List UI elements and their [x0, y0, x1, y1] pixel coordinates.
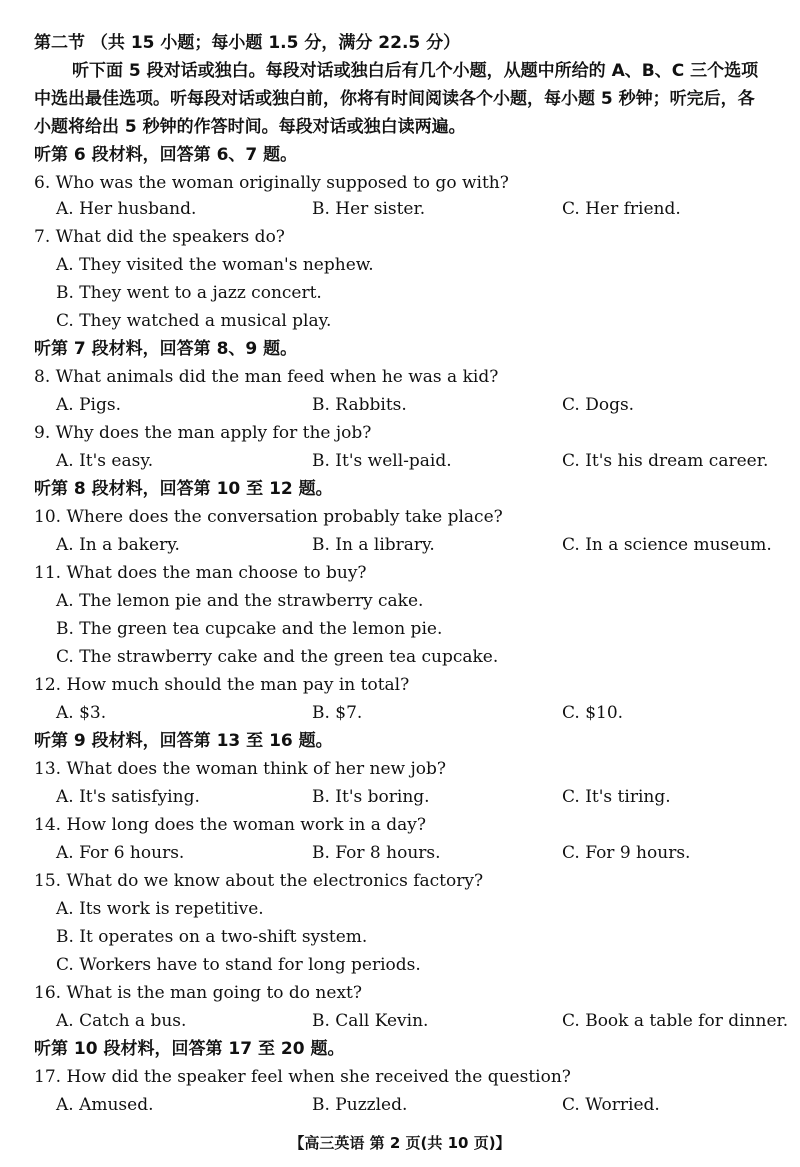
- question-stem: 6. Who was the woman originally supposed to go with?: [34, 173, 509, 193]
- question-stem: 14. How long does the woman work in a day?: [34, 815, 426, 835]
- option-b: B. In a library.: [312, 535, 435, 555]
- option-c: C. It's tiring.: [562, 787, 671, 807]
- option-b: B. Puzzled.: [312, 1095, 408, 1115]
- option-b: B. $7.: [312, 703, 363, 723]
- question-stem: 9. Why does the man apply for the job?: [34, 423, 372, 443]
- question-stem: 17. How did the speaker feel when she received the question?: [34, 1067, 571, 1087]
- group-heading: 听第 8 段材料，回答第 10 至 12 题。: [34, 479, 333, 499]
- option-a: A. It's easy.: [56, 451, 154, 471]
- option-c: C. $10.: [562, 703, 624, 723]
- option-a: A. Its work is repetitive.: [56, 899, 264, 919]
- option-a: A. Amused.: [56, 1095, 154, 1115]
- question-stem: 10. Where does the conversation probably take place?: [34, 507, 503, 527]
- intro-line-1: 听下面 5 段对话或独白。每段对话或独白后有几个小题，从题中所给的 A、B、C 三个选项: [72, 61, 759, 81]
- option-a: A. $3.: [56, 703, 107, 723]
- option-b: B. Rabbits.: [312, 395, 407, 415]
- option-c: C. Workers have to stand for long periods.: [56, 955, 421, 975]
- option-b: B. Her sister.: [312, 199, 426, 219]
- group-heading: 听第 9 段材料，回答第 13 至 16 题。: [34, 731, 333, 751]
- option-b: B. It's well-paid.: [312, 451, 452, 471]
- option-a: A. Catch a bus.: [56, 1011, 187, 1031]
- option-c: C. It's his dream career.: [562, 451, 769, 471]
- option-a: A. For 6 hours.: [56, 843, 185, 863]
- question-stem: 8. What animals did the man feed when he was a kid?: [34, 367, 499, 387]
- question-stem: 13. What does the woman think of her new job?: [34, 759, 446, 779]
- option-c: C. Worried.: [562, 1095, 660, 1115]
- option-a: A. Pigs.: [56, 395, 121, 415]
- option-b: B. The green tea cupcake and the lemon pie.: [56, 619, 443, 639]
- page-footer: 【高三英语 第 2 页(共 10 页)】: [289, 1134, 511, 1152]
- option-c: C. For 9 hours.: [562, 843, 691, 863]
- question-stem: 12. How much should the man pay in total?: [34, 675, 410, 695]
- question-stem: 11. What does the man choose to buy?: [34, 563, 367, 583]
- option-a: A. It's satisfying.: [56, 787, 200, 807]
- option-c: C. Her friend.: [562, 199, 681, 219]
- question-stem: 16. What is the man going to do next?: [34, 983, 362, 1003]
- option-b: B. They went to a jazz concert.: [56, 283, 322, 303]
- option-c: C. Book a table for dinner.: [562, 1011, 789, 1031]
- option-b: B. It's boring.: [312, 787, 430, 807]
- question-stem: 7. What did the speakers do?: [34, 227, 285, 247]
- group-heading: 听第 6 段材料，回答第 6、7 题。: [34, 145, 298, 165]
- option-a: A. The lemon pie and the strawberry cake.: [56, 591, 424, 611]
- option-a: A. In a bakery.: [56, 535, 180, 555]
- option-b: B. For 8 hours.: [312, 843, 441, 863]
- section-title: 第二节 （共 15 小题；每小题 1.5 分，满分 22.5 分）: [34, 33, 461, 53]
- option-c: C. Dogs.: [562, 395, 635, 415]
- option-a: A. Her husband.: [56, 199, 197, 219]
- group-heading: 听第 7 段材料，回答第 8、9 题。: [34, 339, 298, 359]
- option-c: C. The strawberry cake and the green tea cupcake.: [56, 647, 499, 667]
- option-c: C. They watched a musical play.: [56, 311, 332, 331]
- option-b: B. It operates on a two-shift system.: [56, 927, 368, 947]
- question-stem: 15. What do we know about the electronics factory?: [34, 871, 484, 891]
- group-heading: 听第 10 段材料，回答第 17 至 20 题。: [34, 1039, 345, 1059]
- option-c: C. In a science museum.: [562, 535, 772, 555]
- option-a: A. They visited the woman's nephew.: [56, 255, 374, 275]
- intro-line-2: 中选出最佳选项。听每段对话或独白前，你将有时间阅读各个小题，每小题 5 秒钟；听完后，各: [34, 89, 755, 109]
- option-b: B. Call Kevin.: [312, 1011, 429, 1031]
- intro-line-3: 小题将给出 5 秒钟的作答时间。每段对话或独白读两遍。: [34, 117, 466, 137]
